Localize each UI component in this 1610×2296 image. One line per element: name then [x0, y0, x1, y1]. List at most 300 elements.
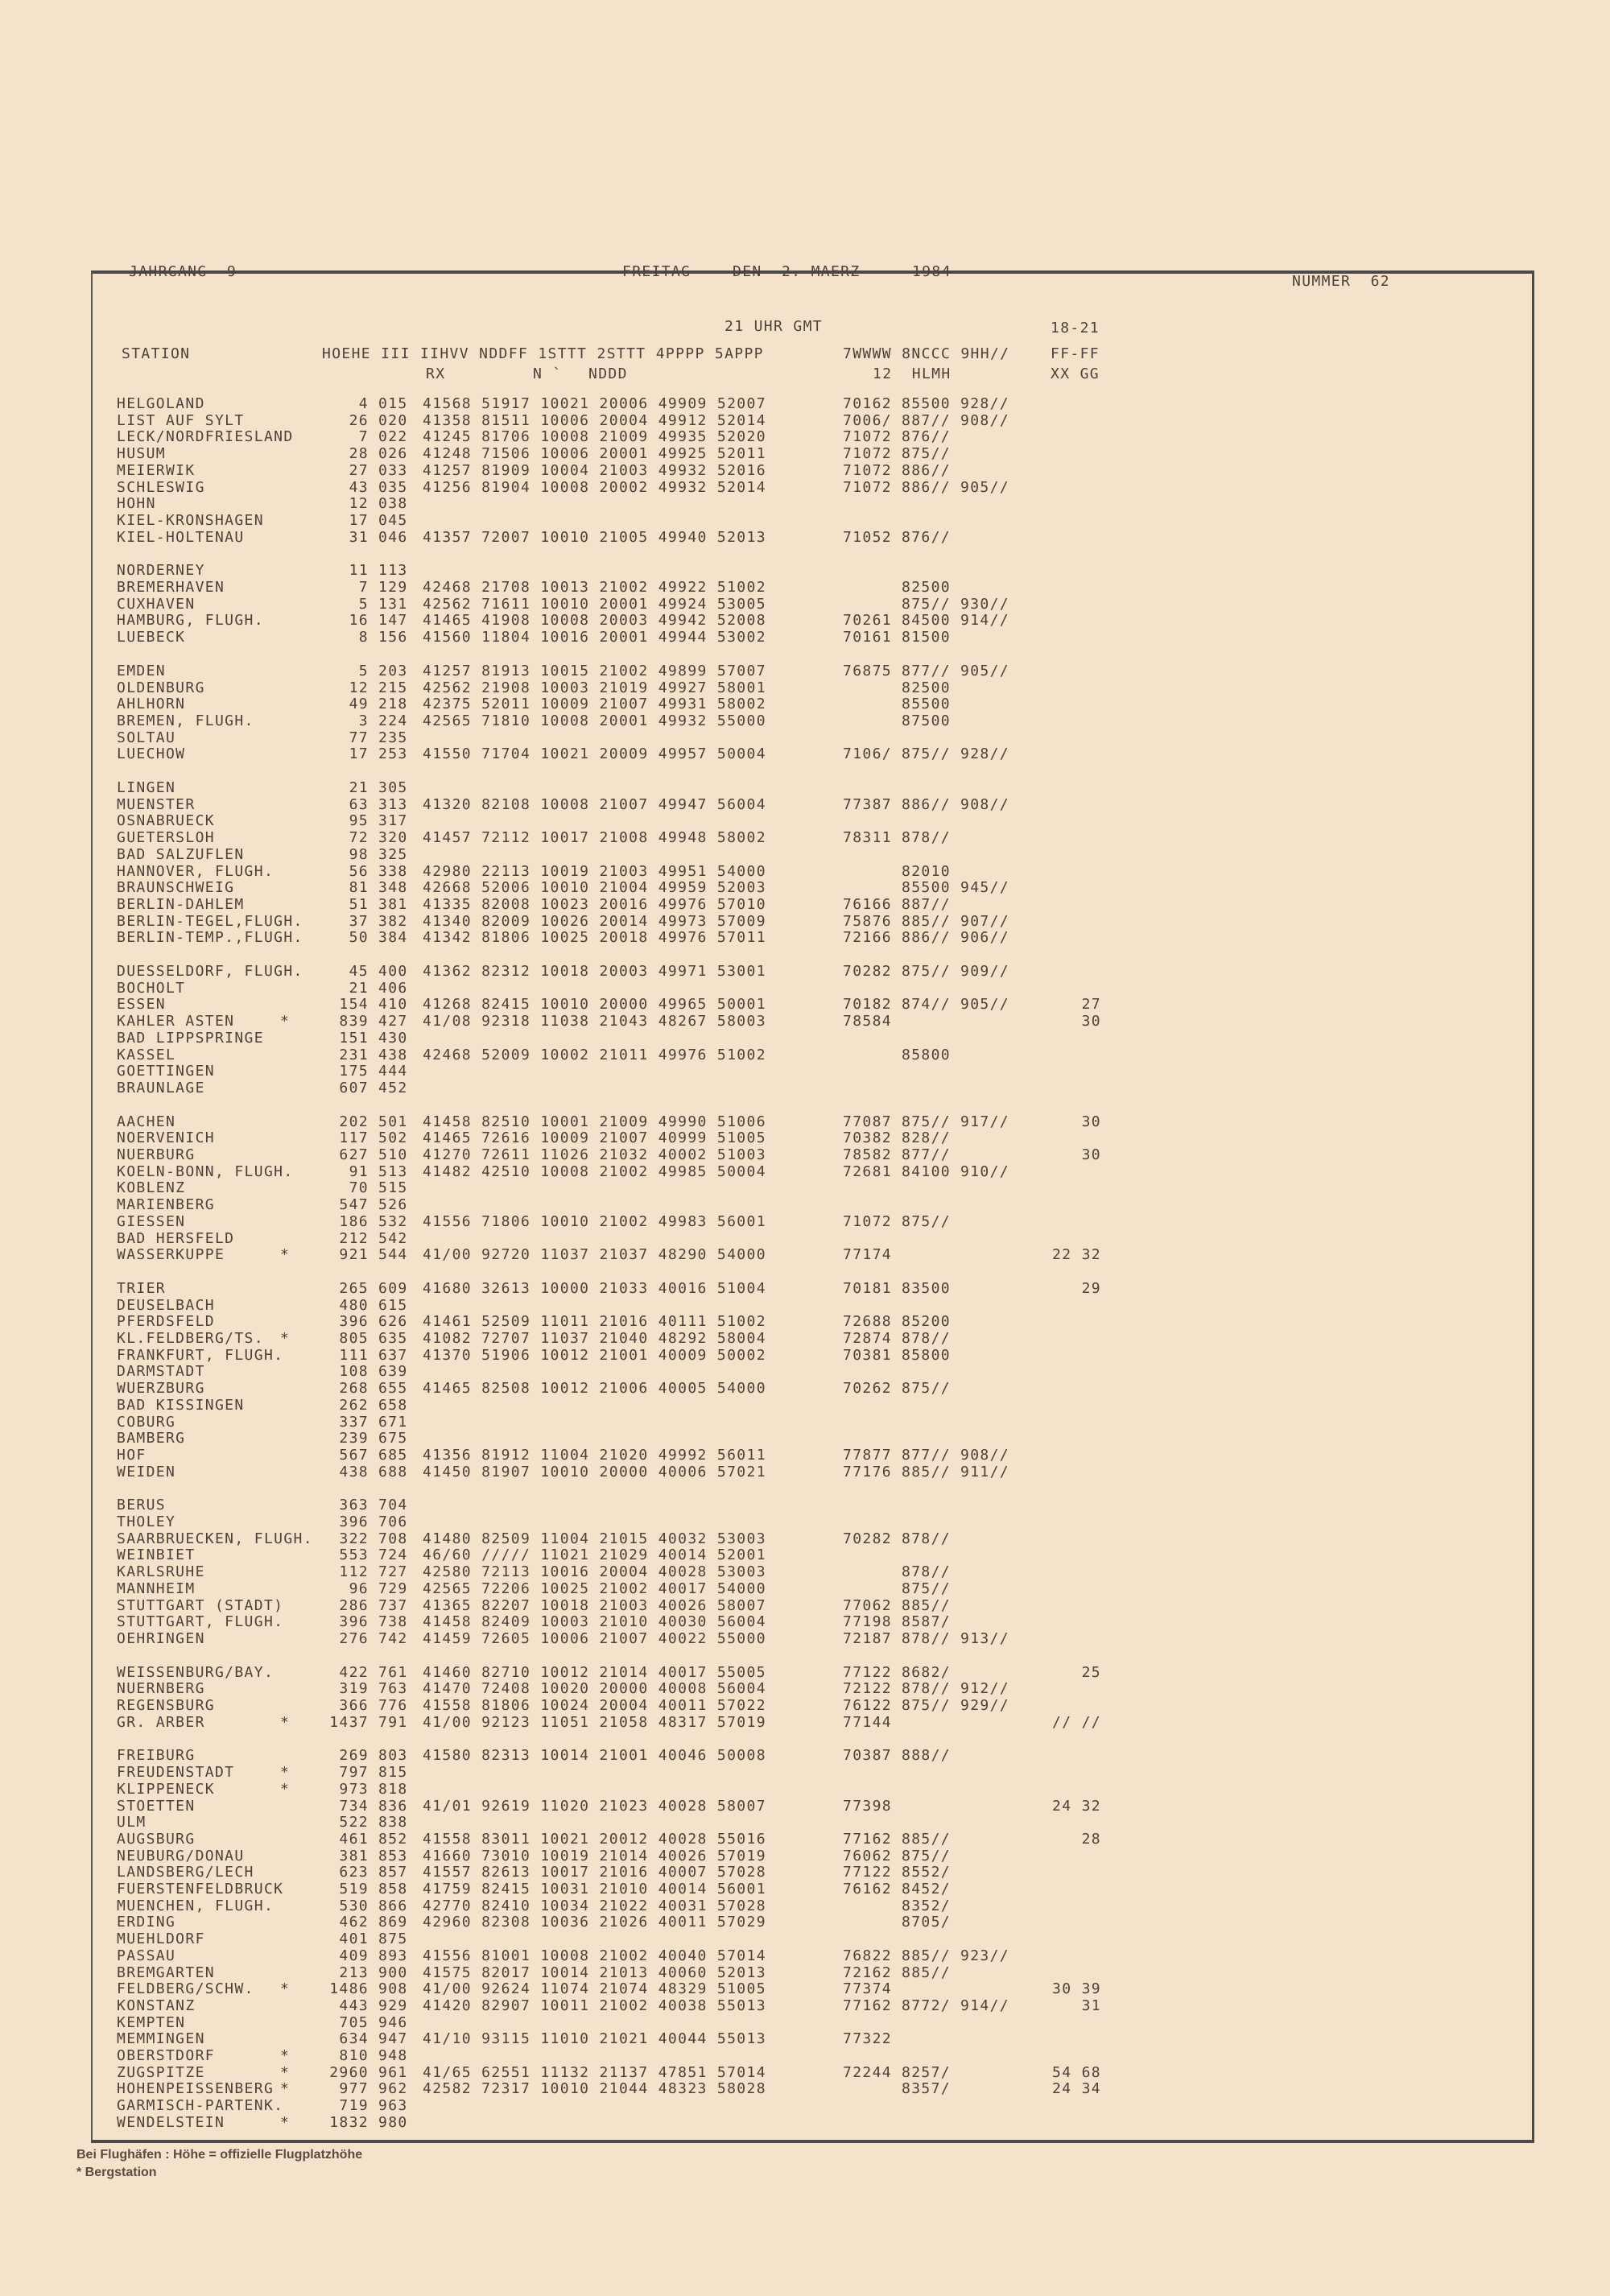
mountain-station-marker: * [280, 1764, 291, 1782]
station-index: 510 [378, 1146, 408, 1163]
station-height: 623 [339, 1864, 369, 1881]
station-name: PFERDSFELD [117, 1313, 215, 1331]
station-name: HUSUM [117, 445, 166, 463]
group-8nccc: 85500 [902, 395, 951, 412]
station-name: KEMPTEN [117, 2013, 186, 2031]
synop-groups: 41/08 92318 11038 21043 48267 58003 [423, 1013, 766, 1030]
station-height: 401 [339, 1931, 369, 1948]
station-index: 900 [378, 1964, 408, 1981]
station-name: OSNABRUECK [117, 812, 215, 830]
station-index: 791 [378, 1713, 408, 1731]
group-7wwww: 70182 [843, 996, 892, 1014]
synop-groups: 41482 42510 10008 21002 49985 50004 [423, 1162, 766, 1180]
station-name: LANDSBERG/LECH [117, 1864, 254, 1881]
synop-groups: 42582 72317 10010 21044 48323 58028 [423, 2080, 766, 2098]
group-7wwww: 71072 [843, 445, 892, 463]
station-height: 519 [339, 1881, 369, 1898]
synop-groups: 41556 81001 10008 21002 40040 57014 [423, 1947, 766, 1964]
group-7wwww: 77374 [843, 1980, 892, 1998]
synop-groups: 42562 21908 10003 21019 49927 58001 [423, 679, 766, 696]
synop-groups: 42468 52009 10002 21011 49976 51002 [423, 1046, 766, 1063]
station-name: GUETERSLOH [117, 829, 215, 847]
station-name: WUERZBURG [117, 1380, 205, 1398]
station-index: 035 [378, 478, 408, 496]
station-index: 857 [378, 1864, 408, 1881]
station-index: 685 [378, 1446, 408, 1464]
synop-groups: 41245 81706 10008 21009 49935 52020 [423, 428, 766, 446]
synop-groups: 41340 82009 10026 20014 49973 57009 [423, 912, 766, 930]
group-8nccc: 85500 [902, 879, 951, 897]
station-height: 7 [358, 579, 369, 596]
station-height: 810 [339, 2047, 369, 2064]
station-index: 724 [378, 1546, 408, 1564]
group-7wwww: 77122 [843, 1864, 892, 1881]
mountain-station-marker: * [280, 1013, 291, 1030]
group-8nccc: 875// [902, 1380, 951, 1398]
station-index: 452 [378, 1079, 408, 1096]
station-index: 869 [378, 1914, 408, 1931]
synop-groups: 41450 81907 10010 20000 40006 57021 [423, 1463, 766, 1480]
station-height: 81 [349, 879, 369, 897]
synop-groups: 41560 11804 10016 20001 49944 53002 [423, 629, 766, 646]
station-index: 045 [378, 511, 408, 529]
station-index: 852 [378, 1830, 408, 1848]
station-height: 231 [339, 1046, 369, 1063]
synop-groups: 42562 71611 10010 20001 49924 53005 [423, 595, 766, 613]
group-9hh: 905// [960, 662, 1009, 679]
column-sub-n: N ` [533, 365, 563, 382]
group-8nccc: 84500 [902, 612, 951, 630]
group-7wwww: 77087 [843, 1113, 892, 1130]
footnote-airports: Bei Flughäfen : Höhe = offizielle Flugplatzhöhe [76, 2148, 363, 2162]
station-index: 929 [378, 1997, 408, 2014]
mountain-station-marker: * [280, 1980, 291, 1998]
station-name: BRAUNLAGE [117, 1079, 205, 1096]
group-9hh: 930// [960, 595, 1009, 613]
group-9hh: 909// [960, 963, 1009, 980]
station-height: 977 [339, 2080, 369, 2098]
wind-gusts: 30 [1081, 1113, 1101, 1130]
station-name: GIESSEN [117, 1212, 186, 1230]
station-index: 532 [378, 1212, 408, 1230]
group-8nccc: 886// [902, 929, 951, 947]
group-8nccc: 878// [902, 829, 951, 847]
station-index: 708 [378, 1530, 408, 1547]
station-index: 962 [378, 2080, 408, 2098]
station-name: LUEBECK [117, 629, 186, 646]
station-index: 908 [378, 1980, 408, 1998]
station-index: 875 [378, 1931, 408, 1948]
wind-gusts: 30 [1081, 1013, 1101, 1030]
station-name: STUTTGART, FLUGH. [117, 1613, 284, 1631]
station-height: 98 [349, 845, 369, 863]
station-height: 262 [339, 1396, 369, 1414]
station-name: MUENCHEN, FLUGH. [117, 1897, 275, 1914]
station-name: FRANKFURT, FLUGH. [117, 1346, 284, 1364]
station-height: 202 [339, 1113, 369, 1130]
station-height: 381 [339, 1847, 369, 1864]
station-name: MANNHEIM [117, 1580, 196, 1597]
station-index: 215 [378, 679, 408, 696]
station-height: 31 [349, 528, 369, 546]
station-height: 186 [339, 1212, 369, 1230]
group-7wwww: 76875 [843, 662, 892, 679]
group-8nccc: 878// [902, 1563, 951, 1581]
station-name: WENDELSTEIN [117, 2113, 225, 2131]
station-height: 43 [349, 478, 369, 496]
station-height: 154 [339, 996, 369, 1014]
station-index: 853 [378, 1847, 408, 1864]
station-name: LECK/NORDFRIESLAND [117, 428, 294, 446]
synop-groups: 41558 81806 10024 20004 40011 57022 [423, 1697, 766, 1714]
station-index: 815 [378, 1764, 408, 1782]
station-height: 276 [339, 1629, 369, 1647]
station-name: FREIBURG [117, 1747, 196, 1765]
station-index: 836 [378, 1797, 408, 1815]
period: 18-21 [1051, 320, 1100, 337]
station-height: 91 [349, 1162, 369, 1180]
group-8nccc: 875// [902, 1697, 951, 1714]
group-7wwww: 72688 [843, 1313, 892, 1331]
synop-groups: 41257 81909 10004 21003 49932 52016 [423, 461, 766, 479]
station-name: KOELN-BONN, FLUGH. [117, 1162, 294, 1180]
station-index: 763 [378, 1680, 408, 1698]
wind-gusts: 29 [1081, 1279, 1101, 1297]
synop-groups: 41458 82409 10003 21010 40030 56004 [423, 1613, 766, 1631]
station-name: AUGSBURG [117, 1830, 196, 1848]
station-height: 213 [339, 1964, 369, 1981]
station-height: 4 [358, 395, 369, 412]
group-9hh: 928// [960, 745, 1009, 763]
group-9hh: 917// [960, 1113, 1009, 1130]
station-index: 963 [378, 2097, 408, 2115]
wind-gusts: 30 39 [1052, 1980, 1101, 1998]
footnote-mountain: * Bergstation [76, 2166, 157, 2179]
station-height: 396 [339, 1313, 369, 1331]
station-index: 671 [378, 1413, 408, 1431]
station-index: 737 [378, 1596, 408, 1614]
station-name: FELDBERG/SCHW. [117, 1980, 254, 1998]
station-name: ESSEN [117, 996, 166, 1014]
station-name: KARLSRUHE [117, 1563, 205, 1581]
station-name: COBURG [117, 1413, 176, 1431]
group-8nccc: 8772/ [902, 1997, 951, 2014]
station-height: 2960 [329, 2063, 369, 2081]
synop-groups: 42770 82410 10034 21022 40031 57028 [423, 1897, 766, 1914]
station-height: 175 [339, 1063, 369, 1080]
station-name: NUERNBERG [117, 1680, 205, 1698]
weekday: FREITAG [622, 263, 691, 280]
group-7wwww: 70282 [843, 1530, 892, 1547]
group-7wwww: 76822 [843, 1947, 892, 1964]
group-8nccc: 875// [902, 595, 951, 613]
group-7wwww: 71072 [843, 461, 892, 479]
group-9hh: 908// [960, 1446, 1009, 1464]
station-height: 805 [339, 1330, 369, 1347]
station-height: 1437 [329, 1713, 369, 1731]
station-height: 396 [339, 1613, 369, 1631]
station-height: 5 [358, 662, 369, 679]
group-8nccc: 878// [902, 1530, 951, 1547]
station-name: TRIER [117, 1279, 166, 1297]
station-index: 015 [378, 395, 408, 412]
station-name: ZUGSPITZE [117, 2063, 205, 2081]
group-8nccc: 877// [902, 662, 951, 679]
synop-groups: 42375 52011 10009 21007 49931 58002 [423, 696, 766, 713]
station-height: 366 [339, 1697, 369, 1714]
station-height: 21 [349, 979, 369, 997]
synop-groups: 41342 81806 10025 20018 49976 57011 [423, 929, 766, 947]
station-height: 286 [339, 1596, 369, 1614]
station-name: KAHLER ASTEN [117, 1013, 235, 1030]
station-index: 803 [378, 1747, 408, 1765]
station-index: 948 [378, 2047, 408, 2064]
group-8nccc: 887// [902, 895, 951, 913]
group-8nccc: 885// [902, 1463, 951, 1480]
station-index: 038 [378, 495, 408, 513]
station-index: 866 [378, 1897, 408, 1914]
synop-groups: 41270 72611 11026 21032 40002 51003 [423, 1146, 766, 1163]
station-height: 3 [358, 712, 369, 729]
station-name: KASSEL [117, 1046, 176, 1063]
group-9hh: 906// [960, 929, 1009, 947]
group-8nccc: 886// [902, 795, 951, 813]
station-index: 609 [378, 1279, 408, 1297]
synop-groups: 41457 72112 10017 21008 49948 58002 [423, 829, 766, 847]
synop-groups: 41370 51906 10012 21001 40009 50002 [423, 1346, 766, 1364]
station-index: 818 [378, 1780, 408, 1798]
group-7wwww: 71072 [843, 1212, 892, 1230]
station-height: 443 [339, 1997, 369, 2014]
mountain-station-marker: * [280, 2113, 291, 2131]
station-index: 026 [378, 445, 408, 463]
station-name: FREUDENSTADT [117, 1764, 235, 1782]
station-index: 542 [378, 1229, 408, 1247]
station-index: 729 [378, 1580, 408, 1597]
mountain-station-marker: * [280, 1780, 291, 1798]
station-height: 438 [339, 1463, 369, 1480]
station-height: 319 [339, 1680, 369, 1698]
group-8nccc: 878// [902, 1629, 951, 1647]
group-7wwww: 77176 [843, 1463, 892, 1480]
station-index: 406 [378, 979, 408, 997]
issue-number: NUMMER 62 [1292, 273, 1390, 290]
station-name: BREMERHAVEN [117, 579, 225, 596]
station-index: 046 [378, 528, 408, 546]
station-index: 893 [378, 1947, 408, 1964]
group-7wwww: 70262 [843, 1380, 892, 1398]
group-8nccc: 828// [902, 1129, 951, 1147]
group-8nccc: 876// [902, 428, 951, 446]
group-8nccc: 83500 [902, 1279, 951, 1297]
synop-groups: 41357 72007 10010 21005 49940 52013 [423, 528, 766, 546]
synop-groups: 41575 82017 10014 21013 40060 52013 [423, 1964, 766, 1981]
station-name: OLDENBURG [117, 679, 205, 696]
station-index: 761 [378, 1663, 408, 1681]
station-index: 430 [378, 1029, 408, 1047]
station-name: BERLIN-TEGEL,FLUGH. [117, 912, 303, 930]
synop-groups: 41465 41908 10008 20003 49942 52008 [423, 612, 766, 630]
synop-groups: 41680 32613 10000 21033 40016 51004 [423, 1279, 766, 1297]
station-name: MUEHLDORF [117, 1931, 205, 1948]
station-height: 49 [349, 696, 369, 713]
station-height: 734 [339, 1797, 369, 1815]
station-index: 348 [378, 879, 408, 897]
station-height: 567 [339, 1446, 369, 1464]
station-index: 203 [378, 662, 408, 679]
station-name: BERLIN-DAHLEM [117, 895, 245, 913]
station-height: 27 [349, 461, 369, 479]
synop-groups: 41556 71806 10010 21002 49983 56001 [423, 1212, 766, 1230]
group-7wwww: 77162 [843, 1830, 892, 1848]
synop-groups: 41365 82207 10018 21003 40026 58007 [423, 1596, 766, 1614]
group-9hh: 913// [960, 1629, 1009, 1647]
group-8nccc: 85200 [902, 1313, 951, 1331]
group-7wwww: 76162 [843, 1881, 892, 1898]
station-height: 1486 [329, 1980, 369, 1998]
synop-groups: 41759 82415 10031 21010 40014 56001 [423, 1881, 766, 1898]
station-name: MEMMINGEN [117, 2030, 205, 2048]
synop-groups: 42580 72113 10016 20004 40028 53003 [423, 1563, 766, 1581]
year: 1984 [912, 263, 952, 280]
station-height: 117 [339, 1129, 369, 1147]
synop-groups: 42565 72206 10025 21002 40017 54000 [423, 1580, 766, 1597]
station-index: 637 [378, 1346, 408, 1364]
station-index: 400 [378, 963, 408, 980]
group-9hh: 914// [960, 612, 1009, 630]
group-7wwww: 76166 [843, 895, 892, 913]
station-name: THOLEY [117, 1513, 176, 1530]
station-index: 129 [378, 579, 408, 596]
group-9hh: 911// [960, 1463, 1009, 1480]
wind-gusts: 27 [1081, 996, 1101, 1014]
station-height: 151 [339, 1029, 369, 1047]
station-height: 16 [349, 612, 369, 630]
group-7wwww: 76122 [843, 1697, 892, 1714]
station-height: 7 [358, 428, 369, 446]
synop-groups: 41470 72408 10020 20000 40008 56004 [423, 1680, 766, 1698]
station-name: DEUSELBACH [117, 1296, 215, 1314]
station-index: 858 [378, 1881, 408, 1898]
station-index: 513 [378, 1162, 408, 1180]
station-name: HANNOVER, FLUGH. [117, 862, 275, 880]
group-8nccc: 875// [902, 1113, 951, 1130]
group-7wwww: 76062 [843, 1847, 892, 1864]
group-8nccc: 8705/ [902, 1914, 951, 1931]
synop-groups: 41358 81511 10006 20004 49912 52014 [423, 411, 766, 429]
station-index: 738 [378, 1613, 408, 1631]
station-height: 112 [339, 1563, 369, 1581]
group-8nccc: 85800 [902, 1346, 951, 1364]
station-height: 8 [358, 629, 369, 646]
station-height: 17 [349, 745, 369, 763]
station-height: 212 [339, 1229, 369, 1247]
group-8nccc: 888// [902, 1747, 951, 1765]
station-name: GARMISCH-PARTENK. [117, 2097, 284, 2115]
station-name: KL.FELDBERG/TS. [117, 1330, 264, 1347]
station-index: 131 [378, 595, 408, 613]
station-name: BERLIN-TEMP.,FLUGH. [117, 929, 303, 947]
station-name: KLIPPENECK [117, 1780, 215, 1798]
station-height: 21 [349, 779, 369, 796]
date: DEN 2. MAERZ [733, 263, 861, 280]
station-name: CUXHAVEN [117, 595, 196, 613]
station-name: EMDEN [117, 662, 166, 679]
station-name: SCHLESWIG [117, 478, 205, 496]
station-height: 422 [339, 1663, 369, 1681]
station-name: LINGEN [117, 779, 176, 796]
wind-gusts: 24 32 [1052, 1797, 1101, 1815]
station-index: 438 [378, 1046, 408, 1063]
station-name: STUTTGART (STADT) [117, 1596, 284, 1614]
group-7wwww: 75876 [843, 912, 892, 930]
wind-gusts: 31 [1081, 1997, 1101, 2014]
station-index: 338 [378, 862, 408, 880]
station-index: 382 [378, 912, 408, 930]
group-8nccc: 8352/ [902, 1897, 951, 1914]
group-8nccc: 878// [902, 1680, 951, 1698]
synop-groups: 41459 72605 10006 21007 40022 55000 [423, 1629, 766, 1647]
station-name: BAD KISSINGEN [117, 1396, 245, 1414]
group-8nccc: 886// [902, 478, 951, 496]
synop-groups: 41465 72616 10009 21007 40999 51005 [423, 1129, 766, 1147]
synop-groups: 41256 81904 10008 20002 49932 52014 [423, 478, 766, 496]
station-name: STOETTEN [117, 1797, 196, 1815]
group-8nccc: 81500 [902, 629, 951, 646]
station-name: DARMSTADT [117, 1363, 205, 1381]
group-9hh: 945// [960, 879, 1009, 897]
station-index: 655 [378, 1380, 408, 1398]
station-name: BOCHOLT [117, 979, 186, 997]
group-8nccc: 87500 [902, 712, 951, 729]
group-8nccc: 877// [902, 1446, 951, 1464]
group-8nccc: 8452/ [902, 1881, 951, 1898]
mountain-station-marker: * [280, 2080, 291, 2098]
station-name: NOERVENICH [117, 1129, 215, 1147]
synop-groups: 42468 21708 10013 21002 49922 51002 [423, 579, 766, 596]
station-index: 410 [378, 996, 408, 1014]
group-7wwww: 71052 [843, 528, 892, 546]
group-9hh: 923// [960, 1947, 1009, 1964]
station-index: 317 [378, 812, 408, 830]
synop-groups: 41082 72707 11037 21040 48292 58004 [423, 1330, 766, 1347]
station-name: KIEL-KRONSHAGEN [117, 511, 264, 529]
station-index: 305 [378, 779, 408, 796]
group-8nccc: 8552/ [902, 1864, 951, 1881]
station-index: 639 [378, 1363, 408, 1381]
group-9hh: 914// [960, 1997, 1009, 2014]
station-name: WEIDEN [117, 1463, 176, 1480]
station-height: 77 [349, 729, 369, 746]
station-name: KIEL-HOLTENAU [117, 528, 245, 546]
column-sub-extra: 12 HLMH [873, 365, 952, 382]
station-index: 381 [378, 895, 408, 913]
synop-groups: 41/00 92624 11074 21074 48329 51005 [423, 1980, 766, 1998]
station-height: 322 [339, 1530, 369, 1547]
group-7wwww: 72244 [843, 2063, 892, 2081]
group-7wwww: 70382 [843, 1129, 892, 1147]
synop-groups: 41268 82415 10010 20000 49965 50001 [423, 996, 766, 1014]
station-name: MEIERWIK [117, 461, 196, 479]
wind-gusts: 54 68 [1052, 2063, 1101, 2081]
station-index: 235 [378, 729, 408, 746]
group-7wwww: 77398 [843, 1797, 892, 1815]
synop-groups: 41458 82510 10001 21009 49990 51006 [423, 1113, 766, 1130]
station-name: BREMGARTEN [117, 1964, 215, 1981]
station-index: 704 [378, 1497, 408, 1514]
mountain-station-marker: * [280, 2063, 291, 2081]
group-8nccc: 875// [902, 1212, 951, 1230]
